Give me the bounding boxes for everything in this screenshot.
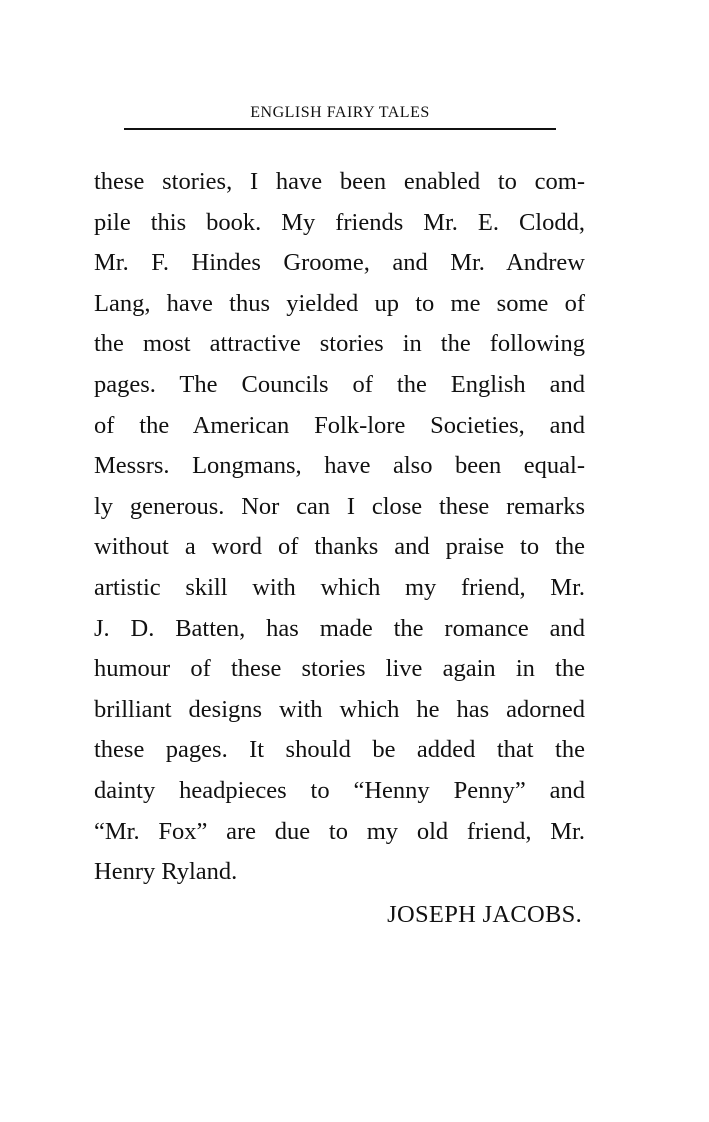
text-line: these stories, I have been enabled to com-	[94, 168, 585, 195]
text-line: these pages. It should be added that the	[94, 736, 585, 764]
text-line: without a word of thanks and praise to the	[94, 533, 585, 561]
running-head-title: ENGLISH FAIRY TALES	[250, 104, 430, 121]
author-signature: JOSEPH JACOBS.	[387, 901, 582, 928]
text-line: ly generous. Nor can I close these remarks	[94, 492, 585, 520]
text-line: “Mr. Fox” are due to my old friend, Mr.	[94, 817, 585, 845]
text-line: humour of these stories live again in the	[94, 655, 585, 683]
text-line: artistic skill with which my friend, Mr.	[94, 573, 585, 601]
text-line: pages. The Councils of the English and	[94, 370, 585, 398]
text-line: Henry Ryland.	[94, 858, 238, 886]
text-line: Lang, have thus yielded up to me some of	[94, 289, 585, 317]
text-line: of the American Folk-lore Societies, and	[94, 411, 585, 439]
text-line: pile this book. My friends Mr. E. Clodd,	[94, 208, 585, 236]
body-paragraph	[94, 162, 585, 893]
text-line: J. D. Batten, has made the romance and	[94, 614, 585, 642]
text-line: dainty headpieces to “Henny Penny” and	[94, 776, 585, 804]
text-line: the most attractive stories in the following	[94, 330, 585, 358]
header-rule	[124, 128, 556, 130]
text-line: Messrs. Longmans, have also been equal-	[94, 452, 585, 480]
text-line: brilliant designs with which he has adorned	[94, 695, 585, 723]
text-line: Mr. F. Hindes Groome, and Mr. Andrew	[94, 249, 585, 277]
